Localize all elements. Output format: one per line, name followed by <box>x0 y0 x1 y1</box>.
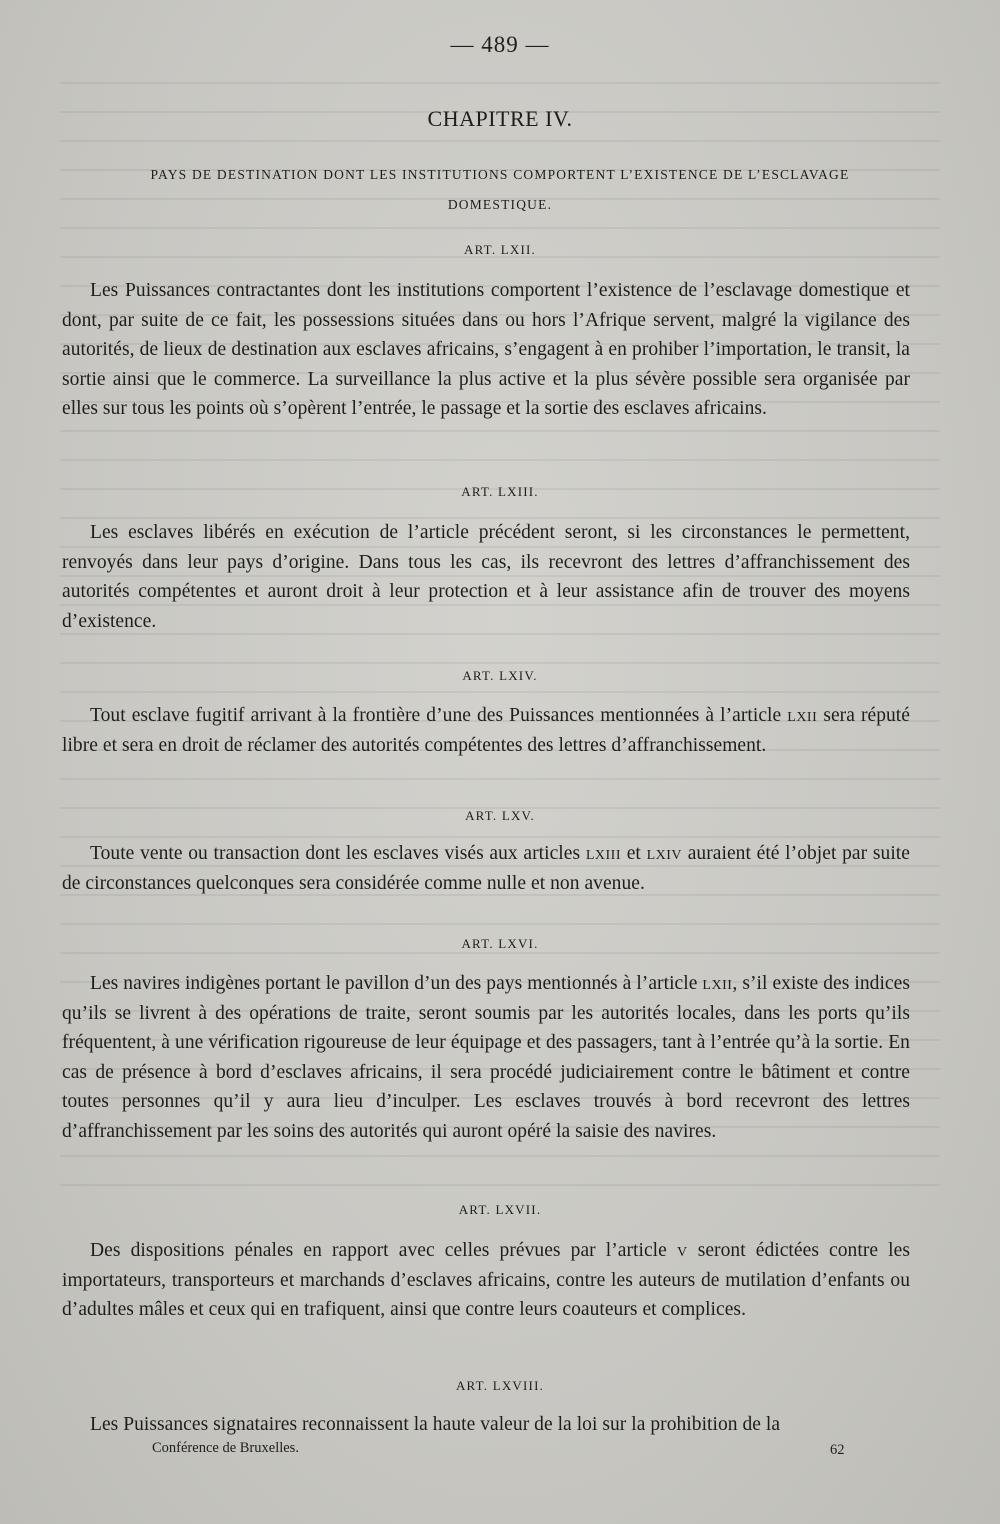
article-text-segment: , s’il existe des indices qu’ils se livrent à des opérations de traite, seront soumis par les autorités locales, dans les ports qu’ils fréquentent, à une vérification rigoureuse de leur équipage et des passagers, tant à l’entrée qu’à la sortie. En cas de présence à bord d’esclaves africains, il sera procédé judiciairement contre le bâtiment et contre toutes personnes qu’il y aura lieu d’inculper. Les esclaves trouvés à bord recevront des lettres d’affranchissement par les soins des autorités qui auront opéré la saisie des navires. <box>62 973 910 1142</box>
article-text-segment: Les navires indigènes portant le pavillon d’un des pays mentionnés à l’article <box>90 973 698 994</box>
article-reference: lxii <box>702 973 733 994</box>
article-text-segment: Toute vente ou transaction dont les esclaves visés aux articles <box>90 843 581 864</box>
article-reference: lxiv <box>646 843 683 864</box>
article-text-segment: seront édictées contre les importateurs, transporteurs et marchands d’esclaves africains, contre les auteurs de mutilation d’enfants ou d’adultes mâles et ceux qui en trafiquent, ainsi que contre leurs coauteurs et complices. <box>62 1240 910 1320</box>
footer-signature: Conférence de Bruxelles. <box>152 1440 299 1456</box>
article-text-segment: auraient été l’objet par suite de circonstances quelconques sera considérée comme nulle et non avenue. <box>62 843 910 894</box>
article-heading-lxvii: ART. LXVII. <box>458 1202 542 1217</box>
article-reference: v <box>676 1240 688 1261</box>
article-heading-lxviii: ART. LXVIII. <box>455 1378 545 1393</box>
article-heading-lxv: ART. LXV. <box>465 808 535 823</box>
chapter-title: CHAPITRE IV. <box>427 106 573 131</box>
article-body-lxiii: Les esclaves libérés en exécution de l’article précédent seront, si les circonstances le permettent, renvoyés dans leur pays d’origine. Dans tous les cas, ils recevront des lettres d’affranchissement des autorités compétentes et auront droit à leur protection et à leur assistance afin de trouver des moyens d’existence. <box>62 522 910 632</box>
article-heading-lxiii: ART. LXIII. <box>461 484 539 499</box>
article-heading-lxii: ART. LXII. <box>464 242 536 257</box>
article-reference: lxiii <box>585 843 621 864</box>
article-body-lxviii: Les Puissances signataires reconnaissent la haute valeur de la loi sur la prohibition de la <box>90 1414 781 1435</box>
article-body-lxv <box>62 839 910 898</box>
article-body-lxvi <box>62 969 910 1146</box>
chapter-subtitle: PAYS DE DESTINATION DONT LES INSTITUTIONS COMPORTENT L’EXISTENCE DE L’ESCLAVAGE DOMESTIQUE. <box>150 167 850 212</box>
article-body-lxiv <box>62 701 910 760</box>
article-body-lxvii <box>62 1236 910 1325</box>
article-text-segment: et <box>626 843 641 864</box>
article-reference: lxii <box>787 705 818 726</box>
article-text-segment: Des dispositions pénales en rapport avec celles prévues par l’article <box>90 1240 667 1261</box>
page-number: — 489 — <box>450 32 550 57</box>
article-text-segment: sera réputé libre et sera en droit de réclamer des autorités compétentes des lettres d’affranchissement. <box>62 705 910 756</box>
article-text-segment: Tout esclave fugitif arrivant à la frontière d’une des Puissances mentionnées à l’article <box>90 705 782 726</box>
article-body-lxii: Les Puissances contractantes dont les institutions comportent l’existence de l’esclavage domestique et dont, par suite de ce fait, les possessions situées dans ou hors l’Afrique servent, malgré la vigilance des autorités, de lieux de destination aux esclaves africains, s’engagent à en prohiber l’importation, le transit, la sortie ainsi que le commerce. La surveillance la plus active et la plus sévère possible sera organisée par elles sur tous les points où s’opèrent l’entrée, le passage et la sortie des esclaves africains. <box>62 280 910 419</box>
article-heading-lxiv: ART. LXIV. <box>462 668 538 683</box>
footer-sheet-number: 62 <box>830 1442 845 1458</box>
article-heading-lxvi: ART. LXVI. <box>461 936 539 951</box>
